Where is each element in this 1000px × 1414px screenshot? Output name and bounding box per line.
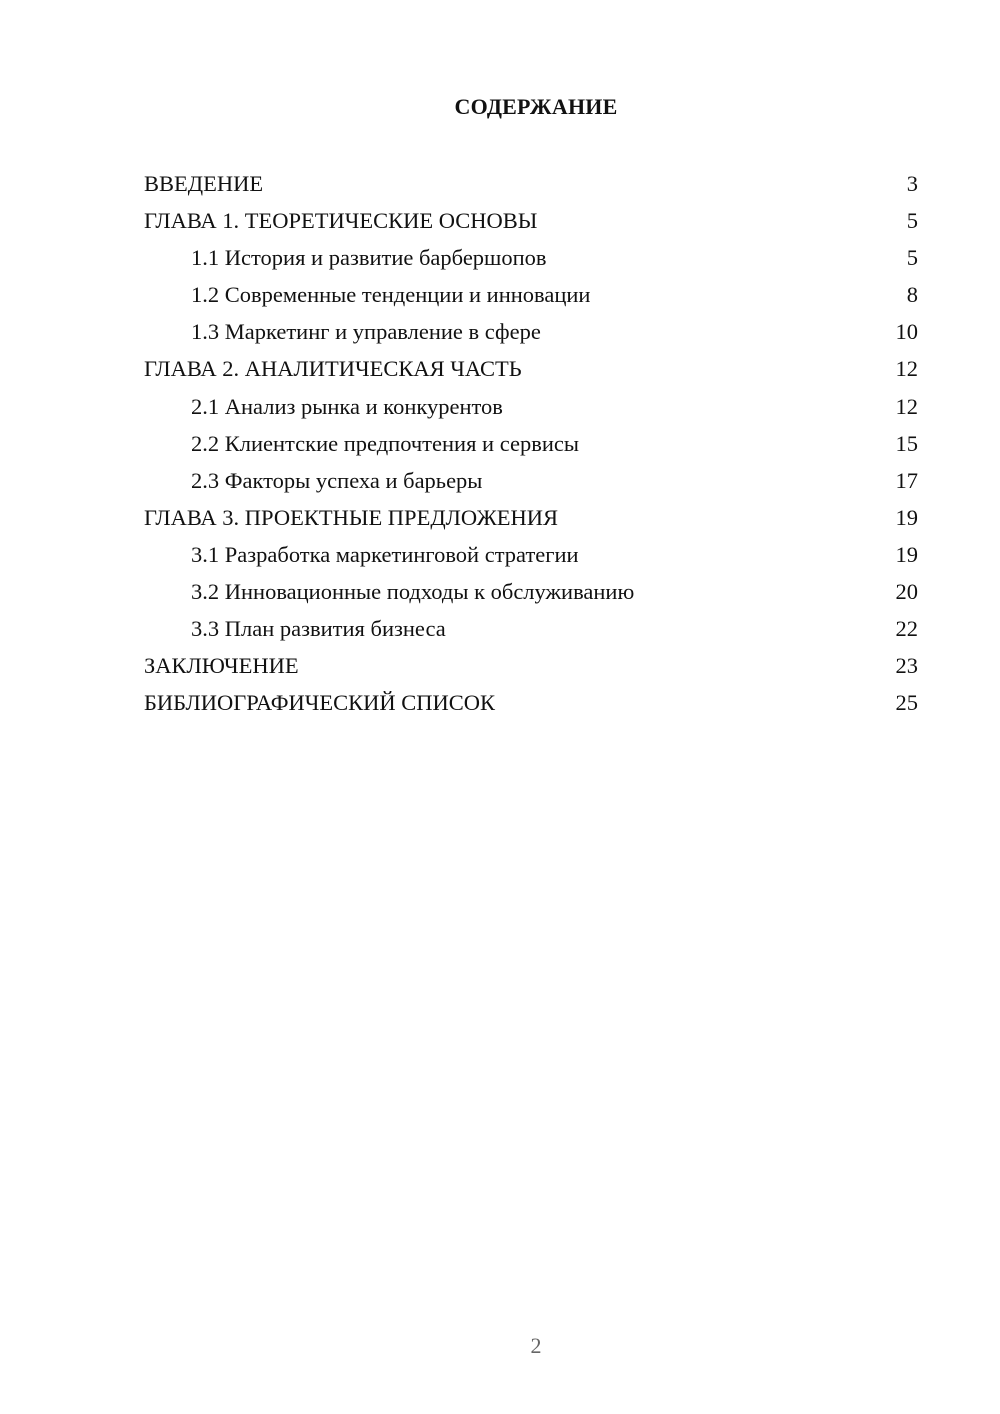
toc-subentry bbox=[144, 428, 918, 465]
toc-entry-page: 17 bbox=[895, 467, 918, 493]
toc-entry-label: 2.2 Клиентские предпочтения и сервисы bbox=[191, 430, 579, 456]
toc-entry-label: 1.3 Маркетинг и управление в сфере bbox=[191, 319, 541, 345]
toc-entry bbox=[144, 353, 918, 390]
toc-subentry bbox=[144, 465, 918, 502]
toc-entry-label: 3.1 Разработка маркетинговой стратегии bbox=[191, 541, 579, 567]
toc-entry bbox=[144, 502, 918, 539]
toc-entry-label: ЗАКЛЮЧЕНИЕ bbox=[144, 653, 299, 679]
toc-entry-label: 2.1 Анализ рынка и конкурентов bbox=[191, 393, 503, 419]
table-of-contents bbox=[144, 168, 918, 724]
toc-entry-page: 8 bbox=[906, 282, 918, 308]
toc-subentry bbox=[144, 391, 918, 428]
toc-entry-label: 3.3 План развития бизнеса bbox=[191, 616, 446, 642]
toc-entry-page: 10 bbox=[895, 319, 918, 345]
toc-entry bbox=[144, 650, 918, 687]
toc-subentry bbox=[144, 613, 918, 650]
toc-subentry bbox=[144, 539, 918, 576]
toc-entry-page: 23 bbox=[895, 653, 918, 679]
toc-entry-page: 22 bbox=[895, 616, 918, 642]
toc-entry-page: 15 bbox=[895, 430, 918, 456]
toc-entry-label: 2.3 Факторы успеха и барьеры bbox=[191, 467, 483, 493]
toc-entry-label: ГЛАВА 3. ПРОЕКТНЫЕ ПРЕДЛОЖЕНИЯ bbox=[144, 504, 559, 530]
page-number: 2 bbox=[530, 1333, 542, 1358]
toc-entry-label: 3.2 Инновационные подходы к обслуживанию bbox=[191, 579, 635, 605]
toc-entry-label: ВВЕДЕНИЕ bbox=[144, 171, 264, 196]
toc-entry-page: 12 bbox=[895, 356, 918, 382]
toc-entry-page: 12 bbox=[895, 393, 918, 419]
toc-subentry bbox=[144, 316, 918, 353]
toc-entry-page: 19 bbox=[895, 504, 918, 530]
toc-entry bbox=[144, 168, 918, 205]
toc-entry-page: 5 bbox=[906, 208, 918, 234]
toc-entry-page: 3 bbox=[906, 171, 918, 196]
toc-entry-label: 1.1 История и развитие барбершопов bbox=[191, 245, 547, 271]
toc-entry-label: ГЛАВА 2. АНАЛИТИЧЕСКАЯ ЧАСТЬ bbox=[144, 356, 522, 382]
toc-entry-label: БИБЛИОГРАФИЧЕСКИЙ СПИСОК bbox=[144, 690, 496, 716]
toc-entry bbox=[144, 687, 918, 724]
toc-entry-page: 5 bbox=[906, 245, 918, 271]
toc-entry-page: 19 bbox=[895, 541, 918, 567]
toc-subentry bbox=[144, 279, 918, 316]
toc-subentry bbox=[144, 242, 918, 279]
toc-entry-page: 20 bbox=[895, 579, 918, 605]
toc-entry bbox=[144, 205, 918, 242]
toc-entry-label: 1.2 Современные тенденции и инновации bbox=[191, 282, 591, 308]
toc-entry-label: ГЛАВА 1. ТЕОРЕТИЧЕСКИЕ ОСНОВЫ bbox=[144, 208, 538, 234]
page-title: СОДЕРЖАНИЕ bbox=[454, 94, 618, 119]
toc-subentry bbox=[144, 576, 918, 613]
toc-entry-page: 25 bbox=[895, 690, 918, 716]
